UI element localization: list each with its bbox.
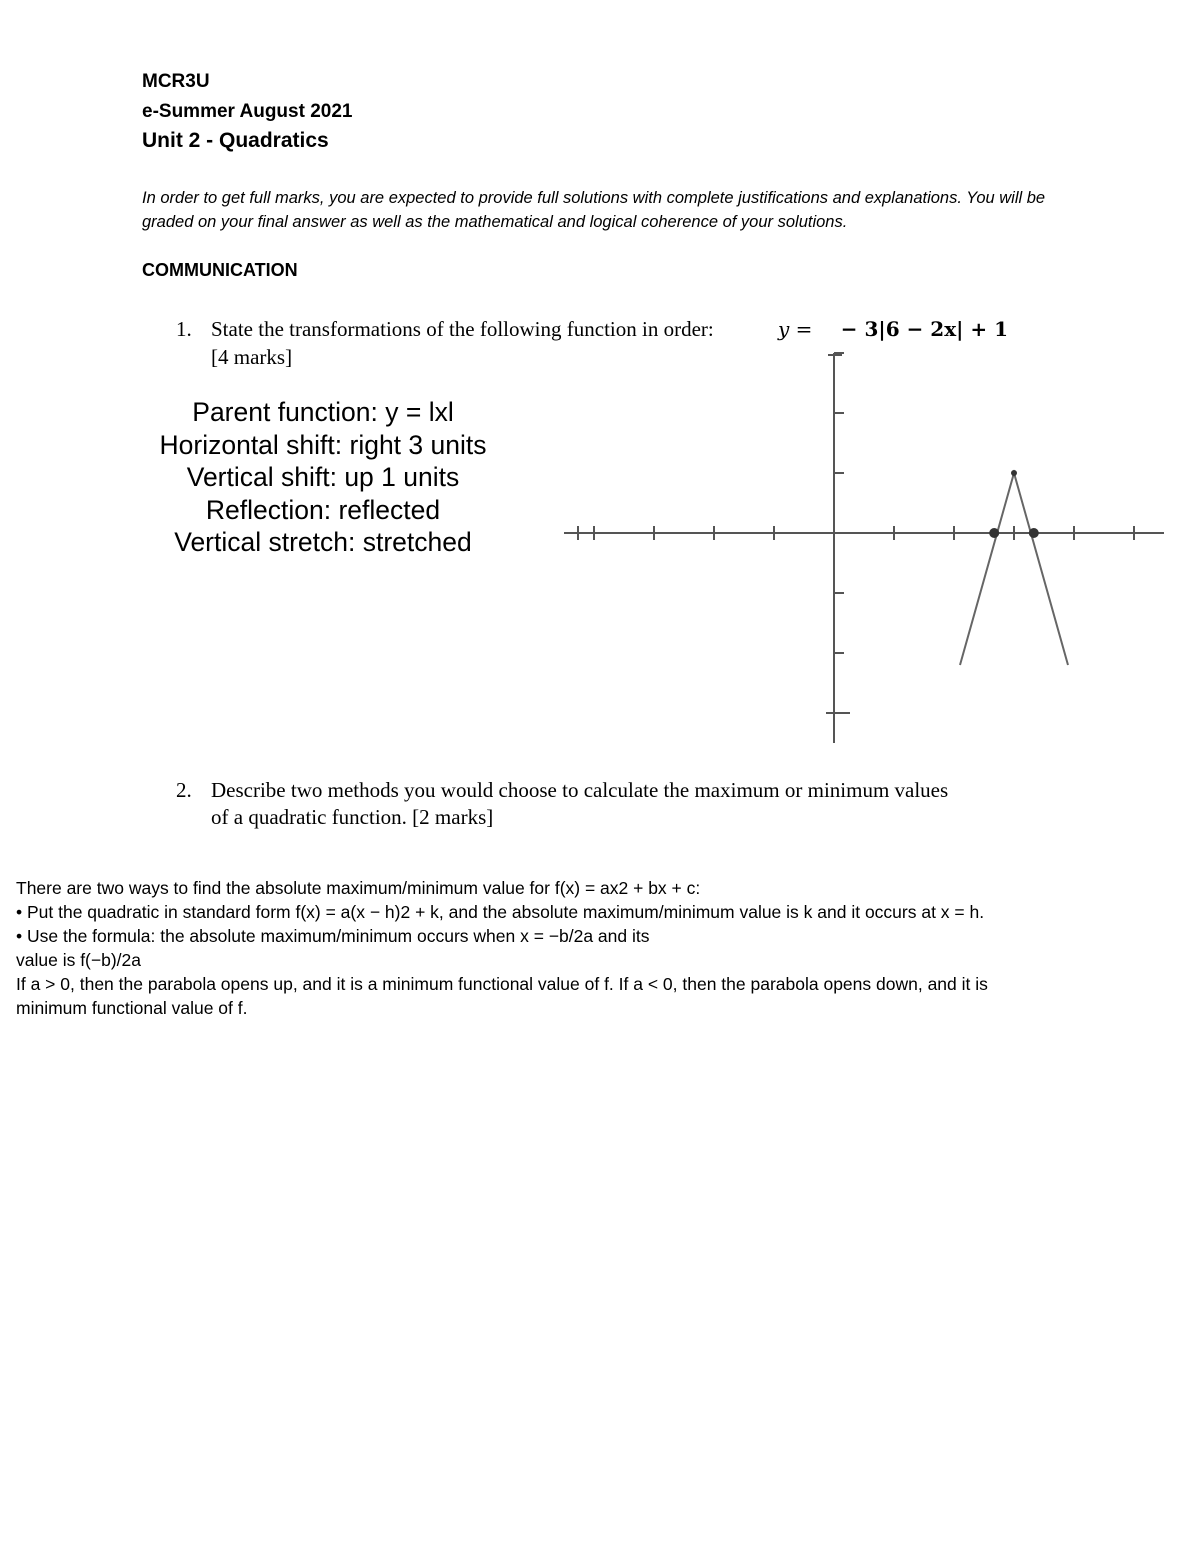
- question-2-text-cont: of a quadratic function. [2 marks]: [211, 805, 494, 829]
- question-2-number: 2.: [176, 778, 192, 802]
- graph-point: [1029, 528, 1039, 538]
- response-line: • Use the formula: the absolute maximum/minimum occurs when x = −b/2a and its: [16, 926, 650, 946]
- answer-line: Reflection: reflected: [205, 494, 441, 525]
- graph-line: [960, 473, 1068, 665]
- equation-equals: =: [795, 317, 813, 341]
- answer-line: Vertical shift: up 1 units: [186, 462, 460, 492]
- section-title: COMMUNICATION: [142, 260, 298, 280]
- instructions: In order to get full marks, you are expected to provide full solutions with complete justifications and explanations. You will be graded on your final answer as well as the mathematical and logical coherence of your solutions.: [142, 189, 1046, 231]
- answer-line: Horizontal shift: right 3 units: [159, 429, 487, 460]
- answer-line: Vertical stretch: stretched: [174, 527, 472, 557]
- equation-y: y: [778, 317, 790, 341]
- term-label: e-Summer August 2021: [142, 101, 353, 122]
- response-line: minimum functional value of f.: [16, 998, 248, 1018]
- graph-point: [989, 528, 999, 538]
- question-1-text: State the transformations of the following function in order:: [211, 317, 714, 341]
- response-line: value is f(−b)/2a: [16, 950, 141, 970]
- question-2-response: [16, 876, 988, 1020]
- response-line: If a > 0, then the parabola opens up, and it is a minimum functional value of f. If a < 0, then the parabola opens down, and it is: [16, 974, 988, 994]
- question-1-marks: [4 marks]: [211, 345, 293, 369]
- response-line: • Put the quadratic in standard form f(x) = a(x − h)2 + k, and the absolute maximum/minimum value is k and it occurs at x = h.: [16, 902, 985, 922]
- graph-axes: [564, 353, 1164, 743]
- course-code: MCR3U: [142, 71, 210, 92]
- equation-rhs: − 3|6 − 2x| + 1: [840, 317, 1009, 341]
- response-line: There are two ways to find the absolute maximum/minimum value for f(x) = ax2 + bx + c:: [16, 878, 701, 898]
- question-2-text: Describe two methods you would choose to calculate the maximum or minimum values: [211, 778, 949, 802]
- answer-line: Parent function: y = lxl: [192, 397, 454, 427]
- graph-series: [960, 473, 1068, 665]
- unit-title: Unit 2 - Quadratics: [142, 129, 329, 152]
- question-1-number: 1.: [176, 317, 192, 341]
- graph-point: [1011, 470, 1017, 476]
